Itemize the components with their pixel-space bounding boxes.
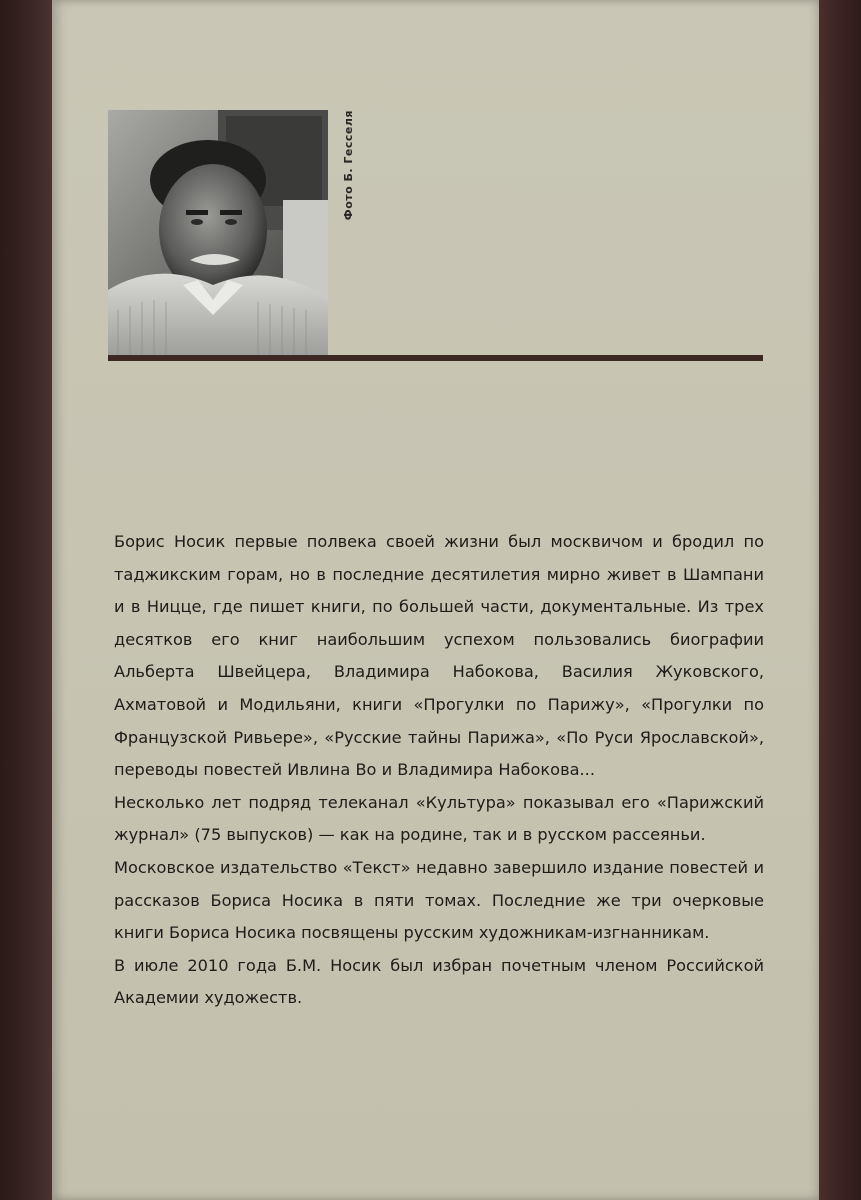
bio-paragraph: В июле 2010 года Б.М. Носик был избран почетным членом Российской Академии художеств.: [114, 955, 764, 1008]
book-spine-right: [819, 0, 861, 1200]
bio-paragraph: Борис Носик первые полвека своей жизни был москвичом и бродил по таджикским горам, но в последние десятилетия мирно живет в Шампани и в Ницце, где пишет книги, по большей части, документальные. Из трех десятков его книг наибольшим успехом пользовались биографии Альберта Швейцера, Владимира Набокова, Василия Жуковского, Ахматовой и Модильяни, книги «Прогулки по Парижу», «Прогулки по Французской Ривьере», «Русские тайны Парижа», «По Руси Ярославской», переводы повестей Ивлина Во и Владимира Набокова...: [114, 532, 764, 780]
author-biography: [114, 526, 764, 1015]
book-spine-left: [0, 0, 52, 1200]
author-photo: [108, 110, 328, 356]
photo-credit-text: Фото Б. Гесселя: [341, 110, 355, 221]
bio-paragraph: Московское издательство «Текст» недавно завершило издание повестей и рассказов Бориса Носика в пяти томах. Последние же три очерковые книги Бориса Носика посвящены русским художникам-изгнанникам.: [114, 857, 764, 943]
bio-paragraph: Несколько лет подряд телеканал «Культура» показывал его «Парижский журнал» (75 выпусков) — как на родине, так и в русском рассеяньи.: [114, 792, 764, 845]
divider-rule: [108, 355, 763, 361]
photo-credit: [336, 110, 360, 240]
